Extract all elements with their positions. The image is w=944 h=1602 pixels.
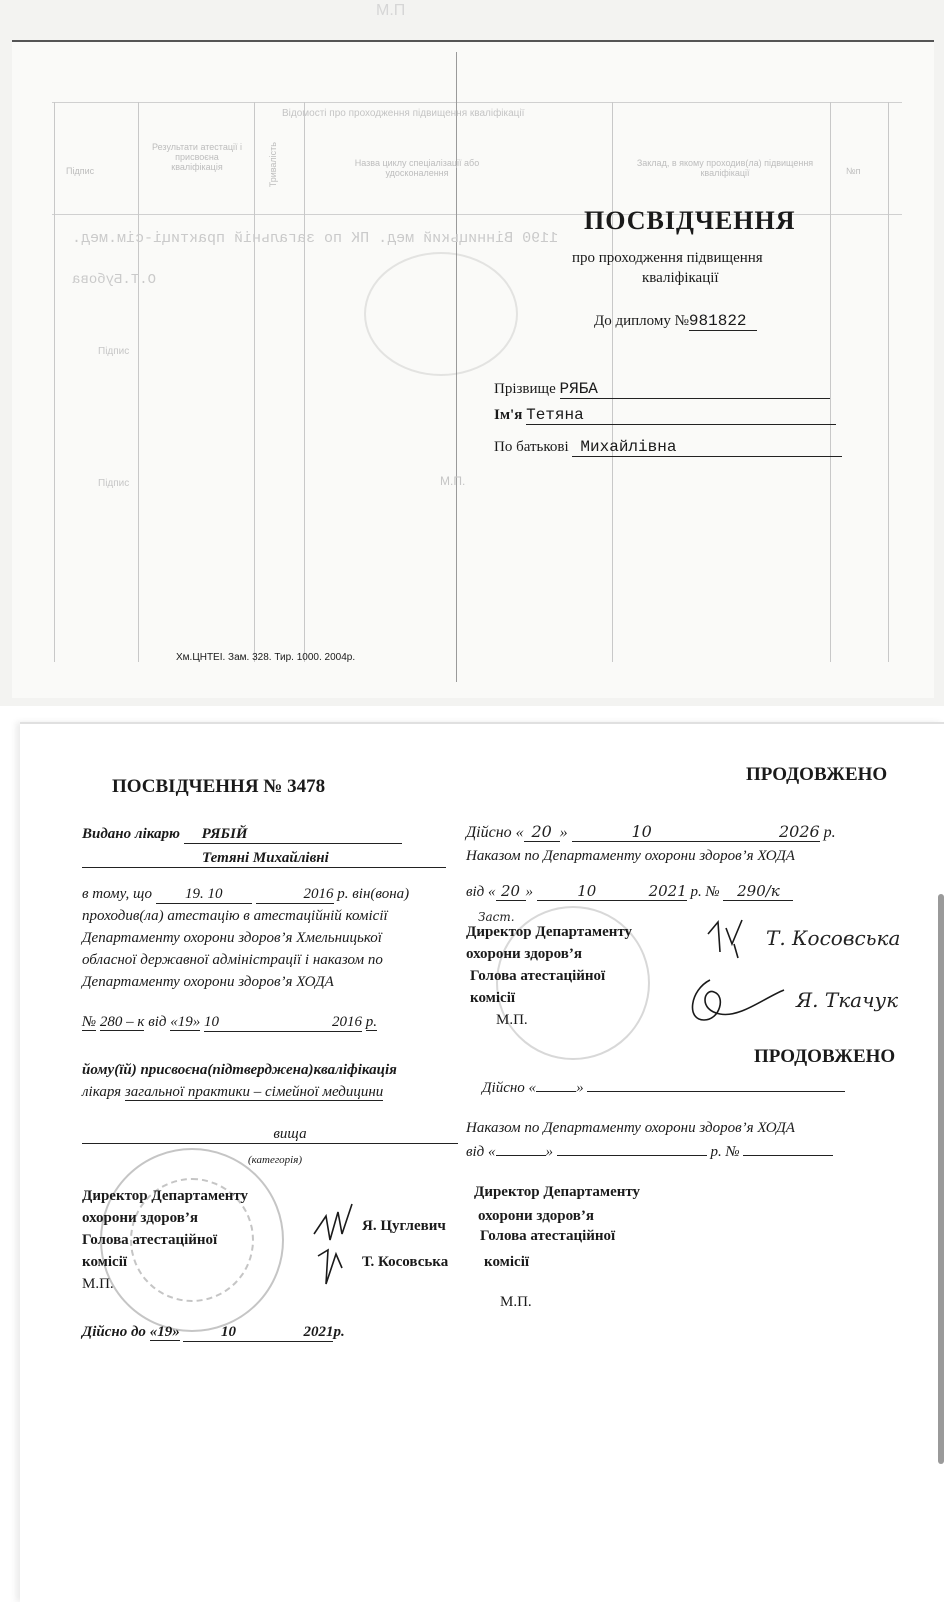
ghost-signer: О.Т.Бубова — [72, 272, 157, 288]
right-sig2-3: Голова атестаційної — [480, 1228, 616, 1244]
right-order2-line: Наказом по Департаменту охорони здоров’я ХОДА — [466, 1120, 795, 1136]
diploma-number: 981822 — [689, 312, 757, 331]
doctor-label: лікаря — [82, 1084, 122, 1100]
ghost-mp-top: М.П — [376, 2, 406, 19]
order-r: р. — [365, 1014, 377, 1030]
right-valid2-line — [482, 1080, 845, 1097]
right-valid-day: 20 — [524, 822, 560, 842]
order-year: 2016 — [274, 1014, 362, 1032]
ghost-podpys-2: Підпис — [98, 478, 130, 489]
top-sheet-inner — [12, 40, 934, 698]
order-no-label: № — [82, 1014, 97, 1030]
cert-heading: ПОСВІДЧЕННЯ № 3478 — [112, 776, 326, 797]
bottom-sheet — [20, 722, 944, 1602]
order-from: від — [148, 1014, 167, 1030]
right-order2-close: » — [545, 1144, 554, 1160]
in-that-date: 19. 10 — [156, 886, 252, 904]
left-mp: М.П. — [82, 1276, 114, 1292]
signer-2: Т. Косовська — [362, 1254, 449, 1270]
right-mp: М.П. — [496, 1012, 528, 1028]
passed-line: проходив(ла) атестацію в атестаційній комісії — [82, 908, 388, 924]
patronymic-label: По батькові — [494, 439, 569, 455]
ghost-header-4: Результати атестації і присвоєна кваліфікація — [152, 142, 242, 172]
right-order-year: 2021 — [637, 882, 687, 901]
scrollbar[interactable] — [938, 894, 944, 1464]
extended-label-1: ПРОДОВЖЕНО — [746, 764, 888, 785]
ghost-stamp — [364, 252, 518, 376]
admin-line: обласної державної адміністрації і наказом по — [82, 952, 383, 968]
right-valid-month: 10 — [572, 822, 712, 842]
right-mp2: М.П. — [500, 1294, 532, 1310]
ghost-row-text: 1190 Вінницький мед. ПК по загальній практиці-сім.мед. — [72, 230, 559, 247]
right-order-month: 10 — [537, 882, 637, 901]
right-valid2-blank — [587, 1091, 845, 1092]
order-no: 280 – к — [99, 1014, 145, 1030]
ghost-header-2: Назва циклу спеціалізації або удосконалення — [354, 158, 480, 178]
valid-until-line — [82, 1324, 345, 1342]
right-valid2-label: Дійсно « — [482, 1080, 537, 1096]
hoda-line: Департаменту охорони здоров’я ХОДА — [82, 974, 334, 990]
ghost-header-5: Підпис — [66, 166, 95, 176]
patronymic-line — [494, 438, 842, 457]
right-order2-r: р. № — [710, 1144, 740, 1160]
right-valid-label: Дійсно « — [466, 824, 524, 841]
ghost-podpys-1: Підпис — [98, 346, 130, 357]
right-order2-month-blank — [557, 1155, 707, 1156]
category-caption: (категорія) — [248, 1154, 302, 1166]
ghost-table-caption: Відомості про проходження підвищення кваліфікації — [282, 108, 525, 119]
right-order2-from: від « — [466, 1144, 496, 1160]
right-sig-3: Голова атестаційної — [470, 968, 606, 984]
right-sig2-2: охорони здоров’я — [478, 1208, 594, 1224]
right-sig-4: комісії — [470, 990, 516, 1006]
doctor-line — [82, 1084, 383, 1101]
right-order-from-line: від « 20 » 10 2021 р. № 290/к — [466, 882, 793, 901]
surname-line — [494, 380, 830, 399]
right-order-no-label: р. № — [690, 884, 720, 900]
signature-scribble-1 — [308, 1194, 368, 1294]
right-order2-day-blank — [496, 1155, 546, 1156]
doctor-spec: загальної практики – сімейної медицини — [124, 1084, 384, 1100]
right-sig-1: Директор Департаменту — [466, 924, 633, 940]
printer-note: Хм.ЦНТЕІ. Зам. 328. Тир. 1000. 2004р. — [176, 652, 356, 663]
right-signature-2: Я. Ткачук — [796, 988, 899, 1012]
right-valid-line: Дійсно « 20 » 10 2026 р. — [466, 822, 836, 841]
signature-scribble-3 — [680, 970, 790, 1030]
name-line — [494, 406, 836, 425]
ghost-header-3: Тривалість — [268, 142, 278, 188]
in-that-label: в тому, що — [82, 886, 153, 902]
in-that-year: 2016 — [256, 886, 334, 904]
cert-subtitle-2: кваліфікації — [642, 270, 719, 286]
valid-until-month: 10 — [183, 1324, 273, 1342]
right-valid2-close: » — [576, 1080, 584, 1096]
in-that-line — [82, 886, 409, 904]
in-that-suffix: р. він(вона) — [337, 886, 410, 902]
category-value: вища — [82, 1126, 458, 1144]
extended-label-2: ПРОДОВЖЕНО — [754, 1046, 896, 1067]
diploma-line — [594, 312, 757, 330]
ghost-header-0: №п — [846, 166, 861, 176]
signature-scribble-2 — [704, 914, 754, 964]
right-sig2-4: комісії — [484, 1254, 530, 1270]
right-order2-no-blank — [743, 1155, 833, 1156]
valid-until-year: 2021 — [273, 1324, 333, 1342]
valid-until-day: «19» — [149, 1324, 180, 1340]
right-order-day: 20 — [496, 882, 526, 901]
ghost-header-1: Заклад, в якому проходив(ла) підвищення кваліфікації — [636, 158, 814, 178]
valid-until-r: р. — [333, 1324, 345, 1340]
left-sig-4: комісії — [82, 1254, 128, 1270]
dept-line: Департаменту охорони здоров’я Хмельницької — [82, 930, 382, 946]
issued-name: Тетяні Михайлівні — [82, 850, 446, 868]
surname-label: Прізвище — [494, 381, 556, 397]
cert-title: ПОСВІДЧЕННЯ — [584, 206, 796, 235]
patronymic-value: Михайлівна — [572, 438, 842, 457]
surname-value: РЯБА — [560, 380, 830, 399]
assigned-line: йому(їй) присвоєна(підтверджена)кваліфікація — [82, 1062, 397, 1078]
right-valid-year: 2026 — [712, 822, 820, 842]
top-sheet — [0, 0, 944, 706]
right-signature-1: Т. Косовська — [766, 926, 901, 950]
issued-surname: РЯБІЙ — [184, 826, 402, 844]
right-order2-from-line — [466, 1144, 833, 1161]
right-order-from: від « — [466, 884, 496, 900]
name-value: Тетяна — [526, 406, 836, 425]
issued-name-line — [82, 850, 446, 868]
diploma-label: До диплому № — [594, 313, 689, 329]
right-valid-r: р. — [823, 824, 836, 841]
name-label: Ім'я — [494, 407, 523, 423]
order-line — [82, 1014, 377, 1032]
left-sig-3: Голова атестаційної — [82, 1232, 218, 1248]
valid-until-label: Дійсно до — [82, 1324, 146, 1340]
ghost-mp-2: М.П. — [440, 474, 466, 488]
signer-1: Я. Цуглевич — [362, 1218, 446, 1234]
left-sig-2: охорони здоров’я — [82, 1210, 198, 1226]
order-month: 10 — [204, 1014, 274, 1032]
category-line — [82, 1126, 458, 1144]
right-sig2-1: Директор Департаменту — [474, 1184, 641, 1200]
right-order-line: Наказом по Департаменту охорони здоров’я ХОДА — [466, 848, 795, 864]
cert-subtitle-1: про проходження підвищення — [572, 250, 763, 266]
right-sig-2: охорони здоров’я — [466, 946, 582, 962]
right-zast: Заст. — [478, 910, 515, 924]
order-day: «19» — [170, 1014, 201, 1030]
issued-line — [82, 826, 402, 844]
issued-label: Видано лікарю — [82, 826, 180, 842]
right-valid2-day-blank — [536, 1091, 576, 1092]
right-order-no: 290/к — [723, 882, 793, 901]
left-sig-1: Директор Департаменту — [82, 1188, 249, 1204]
